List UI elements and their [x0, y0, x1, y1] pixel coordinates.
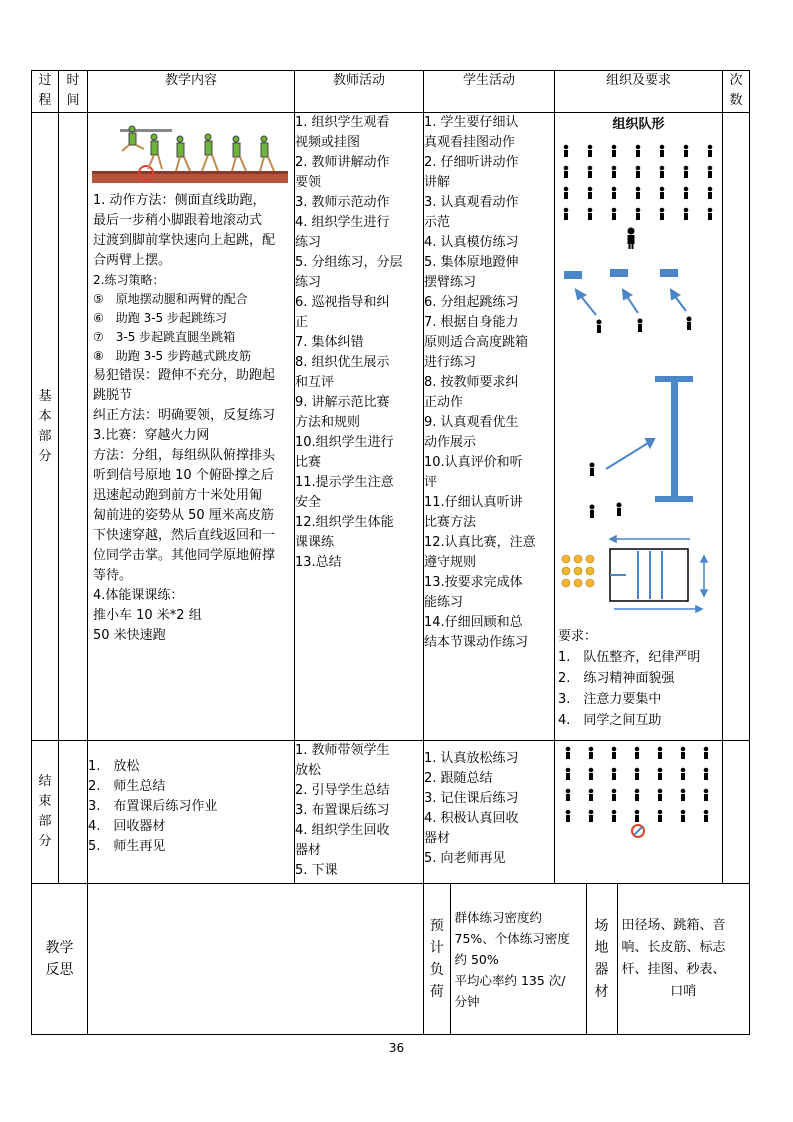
student-icon — [660, 145, 665, 150]
student-icon — [708, 166, 713, 171]
student-icon-body — [681, 815, 685, 822]
content-line: ⑥ 助跑 3-5 步起跳练习 — [93, 311, 227, 325]
end-row — [32, 741, 750, 884]
teacher-icon — [632, 825, 644, 837]
content-line: 方法：分组，每组纵队俯撑排头 — [93, 448, 276, 463]
student-line: 11.仔细认真听讲 — [424, 495, 523, 510]
student-icon — [589, 810, 594, 815]
student-icon — [708, 208, 713, 213]
student-grid — [564, 145, 713, 220]
teacher-icon — [628, 228, 635, 250]
student-icon-body — [660, 150, 664, 157]
student-icon — [588, 166, 593, 171]
student-icon-body — [704, 752, 708, 759]
end-count — [723, 741, 750, 884]
student-line: 10.认真评价和听 — [424, 455, 523, 470]
student-line: 示范 — [424, 215, 451, 230]
student-icon — [658, 810, 663, 815]
content-line: 合两臂上摆。 — [93, 253, 172, 268]
teacher-line: 要领 — [295, 175, 322, 190]
student-icon-body — [684, 213, 688, 220]
student-icon — [612, 208, 617, 213]
student-icon — [704, 789, 709, 794]
student-icon — [636, 208, 641, 213]
teacher-line: 和互评 — [295, 375, 335, 390]
teacher-line: 视频或挂图 — [295, 135, 361, 150]
requirements — [558, 626, 719, 731]
student-icon-body — [658, 815, 662, 822]
approach-arrow-group — [576, 290, 686, 315]
content-line: ⑦ 3-5 步起跳直腿坐跳箱 — [93, 330, 236, 344]
student-icon-body — [612, 752, 616, 759]
jump-box-group — [564, 269, 678, 279]
end-formation-diagram — [558, 743, 718, 843]
student-icon-body — [588, 192, 592, 199]
student-icon — [589, 768, 594, 773]
student-line: 2. 仔细听讲动作 — [424, 155, 519, 170]
equipment-label: 场 地 器 材 — [586, 884, 617, 1034]
teacher-line: 安全 — [295, 495, 322, 510]
content-line: 2. 师生总结 — [88, 779, 166, 794]
content-line: 位同学击掌。其他同学原地俯撑 — [93, 548, 276, 563]
student-line: 14.仔细回顾和总 — [424, 615, 523, 630]
student-line: 4. 认真模仿练习 — [424, 235, 519, 250]
student-icon — [588, 187, 593, 192]
load-equipment-table — [424, 884, 749, 1034]
student-line: 12.认真比赛，注意 — [424, 535, 536, 550]
teacher-line: 3. 教师示范动作 — [295, 195, 390, 210]
student-icon — [658, 768, 663, 773]
student-icon-body — [566, 752, 570, 759]
end-teacher — [295, 741, 424, 884]
student-icon — [704, 810, 709, 815]
load-text: 群体练习密度约 75%、个体练习密度 约 50% 平均心率约 135 次/ 分钟 — [450, 884, 586, 1034]
student-icon-body — [708, 213, 712, 220]
student-icon-body — [612, 213, 616, 220]
student-icon — [612, 747, 617, 752]
teacher-line: 1. 组织学生观看 — [295, 115, 390, 130]
content-line: 匐前进的姿势从 50 厘米高皮筋 — [93, 508, 274, 523]
student-icon — [564, 145, 569, 150]
student-icon — [636, 145, 641, 150]
student-icon-body — [635, 752, 639, 759]
high-jump-illustration — [92, 117, 288, 189]
student-icon-body — [564, 192, 568, 199]
content-line: 1. 动作方法：侧面直线助跑， — [93, 193, 266, 208]
student-icon-body — [704, 794, 708, 801]
teacher-line: 练习 — [295, 235, 322, 250]
reflection-body — [88, 884, 424, 1035]
student-icon — [612, 789, 617, 794]
teacher-line: 2. 教师讲解动作 — [295, 155, 390, 170]
student-icon-body — [589, 794, 593, 801]
content-line: 跳脱节 — [93, 388, 133, 403]
student-icon — [636, 187, 641, 192]
teacher-line: 12.组织学生体能 — [295, 515, 394, 530]
student-icon-body — [681, 794, 685, 801]
teacher-line: 练习 — [295, 275, 322, 290]
content-line: 下快速穿越，然后直线返回和一 — [93, 528, 276, 543]
student-icon-body — [658, 773, 662, 780]
student-icon-body — [564, 171, 568, 178]
student-icon-body — [708, 150, 712, 157]
header-student: 学生活动 — [424, 71, 555, 113]
content-line: 等待。 — [93, 568, 133, 583]
basic-row — [32, 113, 750, 741]
student-icon — [589, 747, 594, 752]
teacher-line: 4. 组织学生进行 — [295, 215, 390, 230]
content-line: 最后一步稍小脚跟着地滚动式 — [93, 213, 263, 228]
teacher-line: 9. 讲解示范比赛 — [295, 395, 390, 410]
basic-count — [723, 113, 750, 741]
student-line: 5. 集体原地蹬伸 — [424, 255, 519, 270]
teacher-line: 7. 集体纠错 — [295, 335, 364, 350]
student-line: 评 — [424, 475, 438, 490]
student-icon-body — [681, 773, 685, 780]
student-line: 比赛方法 — [424, 515, 477, 530]
student-icon-body — [636, 171, 640, 178]
teacher-line: 4. 组织学生回收 — [295, 823, 390, 838]
student-line: 动作展示 — [424, 435, 477, 450]
student-icon-body — [589, 773, 593, 780]
student-line: 4. 积极认真回收 — [424, 811, 519, 826]
reflection-row — [32, 884, 750, 1035]
content-line: 3. 布置课后练习作业 — [88, 799, 218, 814]
teacher-line: 2. 引导学生总结 — [295, 783, 390, 798]
lesson-plan-table — [31, 70, 750, 1035]
content-line: 4.体能课课练： — [93, 588, 184, 603]
student-icon — [589, 789, 594, 794]
student-icon-body — [588, 171, 592, 178]
student-icon — [708, 145, 713, 150]
student-icon — [564, 166, 569, 171]
content-line: 易犯错误：蹬伸不充分，助跑起 — [93, 368, 276, 383]
student-icon — [635, 789, 640, 794]
student-icon-body — [660, 171, 664, 178]
student-line: 3. 认真观看动作 — [424, 195, 519, 210]
student-icon — [635, 810, 640, 815]
student-icon — [566, 747, 571, 752]
student-icon — [612, 187, 617, 192]
content-line: 纠正方法：明确要领，反复练习 — [93, 408, 276, 423]
student-icon — [566, 768, 571, 773]
student-icon — [681, 810, 686, 815]
student-icon — [636, 166, 641, 171]
basic-label: 基 本 部 分 — [32, 113, 59, 741]
basic-teacher — [295, 113, 424, 741]
student-line: 进行练习 — [424, 355, 477, 370]
end-label: 结 束 部 分 — [32, 741, 59, 884]
elastic-pole-icon — [655, 376, 693, 502]
header-process: 过程 — [32, 71, 59, 113]
reflection-info — [424, 884, 750, 1035]
student-icon-body — [635, 794, 639, 801]
header-org: 组织及要求 — [555, 71, 723, 113]
teacher-line: 比赛 — [295, 455, 322, 470]
student-line: 7. 根据自身能力 — [424, 315, 519, 330]
teacher-line: 6. 巡视指导和纠 — [295, 295, 390, 310]
student-icon-body — [564, 150, 568, 157]
student-line: 9. 认真观看优生 — [424, 415, 519, 430]
student-icon — [684, 187, 689, 192]
student-icon — [684, 208, 689, 213]
student-icon — [612, 145, 617, 150]
content-line: 3.比赛：穿越火力网 — [93, 428, 210, 443]
student-icon-body — [612, 171, 616, 178]
student-line: 1. 认真放松练习 — [424, 751, 519, 766]
basic-content — [88, 113, 295, 741]
teacher-line: 方法和规则 — [295, 415, 361, 430]
student-icon-body — [708, 171, 712, 178]
student-icon — [681, 768, 686, 773]
student-icon-body — [684, 150, 688, 157]
student-icon — [704, 768, 709, 773]
requirement-item: 3. 注意力要集中 — [558, 692, 662, 707]
student-line: 2. 跟随总结 — [424, 771, 493, 786]
org-title: 组织队形 — [612, 117, 665, 132]
student-line: 能练习 — [424, 595, 464, 610]
content-line: 听到信号原地 10 个俯卧撑之后 — [93, 468, 274, 483]
student-icon-body — [566, 815, 570, 822]
student-icon-body — [684, 192, 688, 199]
student-line: 原则适合高度跳箱 — [424, 335, 529, 350]
student-icon-body — [636, 150, 640, 157]
student-icon-body — [635, 815, 639, 822]
student-line: 讲解 — [424, 175, 451, 190]
student-icon-body — [612, 773, 616, 780]
student-icon-body — [636, 213, 640, 220]
header-teacher: 教师活动 — [295, 71, 424, 113]
student-icon-body — [566, 794, 570, 801]
content-line: 过渡到脚前掌快速向上起跳，配 — [93, 233, 276, 248]
student-icon-body — [566, 773, 570, 780]
student-line: 1. 学生要仔细认 — [424, 115, 519, 130]
student-icon — [612, 810, 617, 815]
student-icon-body — [708, 192, 712, 199]
header-time: 时间 — [59, 71, 88, 113]
runner-icons — [590, 463, 622, 519]
student-line: 摆臂练习 — [424, 275, 477, 290]
student-icon — [612, 166, 617, 171]
student-icon-body — [704, 773, 708, 780]
student-icon-body — [612, 815, 616, 822]
student-line: 遵守规则 — [424, 555, 477, 570]
student-icon — [708, 187, 713, 192]
student-icon — [635, 747, 640, 752]
teacher-line: 课课练 — [295, 535, 335, 550]
student-line: 正动作 — [424, 395, 464, 410]
teacher-line: 11.提示学生注意 — [295, 475, 394, 490]
student-line: 真观看挂图动作 — [424, 135, 516, 150]
relay-court — [562, 536, 707, 612]
basic-student — [424, 113, 555, 741]
teacher-line: 1. 教师带领学生 — [295, 743, 390, 758]
student-icon-body — [636, 192, 640, 199]
content-line: 4. 回收器材 — [88, 819, 166, 834]
requirement-item: 4. 同学之间互助 — [558, 713, 662, 728]
content-line: ⑧ 助跑 3-5 步跨越式跳皮筋 — [93, 349, 251, 363]
load-label: 预 计 负 荷 — [424, 884, 450, 1034]
requirements-title: 要求： — [558, 629, 598, 644]
student-icon — [684, 145, 689, 150]
student-line: 13.按要求完成体 — [424, 575, 523, 590]
student-icon-body — [704, 815, 708, 822]
student-icon-body — [658, 794, 662, 801]
teacher-line: 5. 分组练习，分层 — [295, 255, 403, 270]
equipment-text: 田径场、跳箱、音 响、长皮筋、标志 杆、挂图、秒表、 口哨 — [621, 918, 726, 999]
jumper-icons — [597, 317, 692, 334]
student-icon-body — [612, 794, 616, 801]
content-line: 推小车 10 米*2 组 — [93, 608, 202, 623]
student-icon-body — [658, 752, 662, 759]
content-line: 50 米快速跑 — [93, 628, 166, 643]
student-icon-body — [612, 192, 616, 199]
student-icon-body — [612, 150, 616, 157]
teacher-line: 10.组织学生进行 — [295, 435, 394, 450]
student-icon — [564, 208, 569, 213]
student-icon — [658, 789, 663, 794]
student-icon — [635, 768, 640, 773]
student-icon-body — [564, 213, 568, 220]
teacher-line: 放松 — [295, 763, 322, 778]
run-arrow — [606, 439, 654, 469]
student-line: 8. 按教师要求纠 — [424, 375, 519, 390]
student-icon-body — [588, 213, 592, 220]
teacher-line: 13.总结 — [295, 555, 342, 570]
student-icon — [660, 166, 665, 171]
student-icon-body — [684, 171, 688, 178]
student-line: 结本节课动作练习 — [424, 635, 529, 650]
requirement-item: 1. 队伍整齐，纪律严明 — [558, 650, 701, 665]
content-line: 2.练习策略： — [93, 273, 165, 287]
end-student-grid — [566, 747, 709, 822]
page-number: 36 — [388, 1041, 405, 1055]
student-icon-body — [681, 752, 685, 759]
student-icon — [566, 789, 571, 794]
student-icon-body — [660, 192, 664, 199]
student-line: 器材 — [424, 831, 451, 846]
header-count: 次数 — [723, 71, 750, 113]
reflection-label: 教学 反思 — [32, 884, 88, 1035]
end-time — [59, 741, 88, 884]
student-icon — [612, 768, 617, 773]
header-row — [32, 71, 750, 113]
basic-org — [555, 113, 723, 741]
content-line: 5. 师生再见 — [88, 839, 166, 854]
teacher-line: 3. 布置课后练习 — [295, 803, 390, 818]
student-icon-body — [589, 815, 593, 822]
teacher-line: 5. 下课 — [295, 863, 338, 878]
student-icon — [681, 747, 686, 752]
content-line: 迅速起动跑到前方十米处用匍 — [93, 488, 263, 503]
basic-time — [59, 113, 88, 741]
content-line: 1. 放松 — [88, 759, 140, 774]
student-icon-body — [588, 150, 592, 157]
student-icon-body — [635, 773, 639, 780]
end-content — [88, 741, 295, 884]
student-line: 5. 向老师再见 — [424, 851, 506, 866]
content-line: ⑤ 原地摆动腿和两臂的配合 — [93, 292, 248, 306]
student-icon — [660, 208, 665, 213]
student-icon — [564, 187, 569, 192]
student-icon-body — [589, 752, 593, 759]
student-icon — [660, 187, 665, 192]
student-line: 3. 记住课后练习 — [424, 791, 519, 806]
student-icon — [588, 145, 593, 150]
student-icon — [684, 166, 689, 171]
teacher-line: 器材 — [295, 843, 322, 858]
student-icon — [566, 810, 571, 815]
teacher-line: 8. 组织优生展示 — [295, 355, 390, 370]
teacher-line: 正 — [295, 315, 309, 330]
student-icon — [588, 208, 593, 213]
student-icon — [681, 789, 686, 794]
requirement-item: 2. 练习精神面貌强 — [558, 671, 675, 686]
formation-diagram — [558, 135, 718, 613]
student-line: 6. 分组起跳练习 — [424, 295, 519, 310]
end-student — [424, 741, 555, 884]
end-org — [555, 741, 723, 884]
student-icon — [658, 747, 663, 752]
header-content: 教学内容 — [88, 71, 295, 113]
student-icon-body — [660, 213, 664, 220]
student-icon — [704, 747, 709, 752]
